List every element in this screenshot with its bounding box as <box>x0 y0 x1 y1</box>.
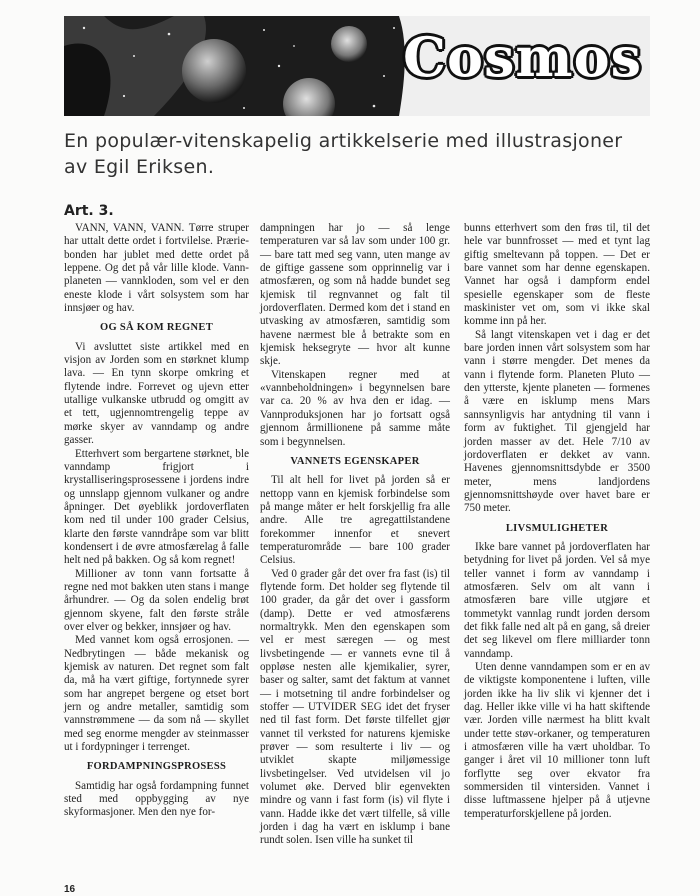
paragraph: VANN, VANN, VANN. Tørre struper har uttalt dette ordet i fortvilelse. Præriebonden har jublet med dette ordet på leppene. Og det på vår lille klode. Vann-planeten — vannkloden, som vel er den eneste klode i vårt solsystem som har innsjøer og hav. <box>64 222 249 315</box>
text-column-1 <box>64 222 249 820</box>
paragraph: Vitenskapen regner med at «vannbeholdningen» i begynnelsen bare var ca. 20 % av hva den er idag. — Vannproduksjonen har jo fortsatt også gjennom årmillionene på samme måte som i begynnelsen. <box>260 368 450 448</box>
section-heading: OG SÅ KOM REGNET <box>99 322 214 334</box>
paragraph: Ved 0 grader går det over fra fast (is) til flytende form. Det holder seg flytende til 100 grader, da går det over i gassform (damp). Dette er ved atmosfærens normaltrykk. Men den egenskapen som vel er mest særegen — og mest livsbetingende — er vannets evne til å oppløse nesten alle kjemikalier, syrer, baser og salter, samt det faktum at vannet — i motsetning til andre forbindelser og stoffer — UTVIDER SEG idet det fryser ned til fast form. Det første tilfellet gjør vannet til verksted for naturens kjemiske prøver — som resulterte i liv — og utviklet skapte miljømessige livsbetingelser. Ved utvidelsen vil jo volumet øke. Derved blir egenvekten mindre og vann i fast form (is) vil flyte i vann. Hadde ikke det vært tilfelle, så ville jorden i dag ha vært en isklump i bane rundt solen. Isen ville ha sunket til <box>260 567 450 847</box>
paragraph: Med vannet kom også errosjonen. — Nedbrytingen — både mekanisk og kjemisk av naturen. Det regnet som falt da, må ha vært giftige, fortynnede syrer som har angrepet bergene og etset bort jern og andre metaller, samtidig som vannstrømmene — da som nå — skyllet med seg enorme mengder av steinmasser ut i fordypninger i terrenget. <box>64 634 249 754</box>
article-number: Art. 3. <box>64 203 114 219</box>
paragraph: Etterhvert som bergartene størknet, ble vanndamp frigjort i krystalliseringsprosessene i jordens indre og unnslapp gjennom vulkaner og andre åpninger. Det øyeblikk jordoverflaten kom ned til under 100 grader Celsius, klarte den første vanndråpe som var blitt kondensert i de øvre atmosfærelag å falle helt ned på bakken. Og så kom regnet! <box>64 447 249 567</box>
paragraph: dampningen har jo — så lenge temperaturen var så lav som under 100 gr. — bare tatt med seg vann, uten mange av de giftige gassene som opprinnelig var i atmosfæren, og som nå hadde bundet seg kjemisk til regnvannet og falt til jordoverflaten. Dermed kom det i stand en utvasking av atmosfæren, samtidig som havene nærmest ble å betrakte som en kjemisk heksegryte — hvor alt kunne skje. <box>260 222 450 368</box>
planet-small <box>331 26 367 62</box>
series-subtitle: En populær-vitenskapelig artikkelserie med illustrasjoner av Egil Eriksen. <box>64 130 623 178</box>
paragraph: Så langt vitenskapen vet i dag er det bare jorden innen vårt solsystem som har vann i større mengder. Det menes da vann i flytende form. Planeten Pluto — den ytterste, kjente planeten — formenes å være en isklump mens Mars sannsynligvis har antydning til vann i form av fuktighet. Til gjengjeld har jorden masser av det. Hele 7/10 av jordoverflaten er dekket av vann. Havenes gjennomsnittsdybde er 3500 meter, mens landjordens gjennomsnittshøyde over havet bare er 750 meter. <box>464 328 650 515</box>
cosmos-banner <box>64 16 650 116</box>
section-heading: FORDAMPNINGSPROSESS <box>86 761 227 773</box>
paragraph: Millioner av tonn vann fortsatte å regne ned mot bakken uten stans i mange århundrer. — Og da solen endelig brøt gjennom skyene, falt den første stråle over elver og bekker, innsjøer og hav. <box>64 567 249 633</box>
text-column-2 <box>260 222 450 848</box>
section-heading: LIVSMULIGHETER <box>505 522 609 534</box>
section-heading: VANNETS EGENSKAPER <box>290 455 420 467</box>
paragraph: Samtidig har også fordampning funnet sted med oppbygging av nye skyformasjoner. Men den nye for- <box>64 779 249 819</box>
text-column-3 <box>464 222 650 821</box>
paragraph: Ikke bare vannet på jordoverflaten har betydning for livet på jorden. Vel så mye teller vannet i form av vanndamp i atmosfæren. Selv om alt vann i atmosfæren bare ville utgjøre et tommetykt vannlag rundt jorden dersom det fikk falle ned alt på en gang, så dreier det seg likevel om flere milliarder tonn vanndamp. <box>464 540 650 660</box>
paragraph: Uten denne vanndampen som er en av de viktigste komponentene i luften, ville jorden ikke ha liv slik vi kjenner det i dag. Heller ikke ville vi ha hatt skiftende vær. Jorden ville nærmest ha blitt kvalt under tette støv-orkaner, og temperaturen i atmosfæren ville ha vært uholdbar. To ganger i året vil 10 millioner tonn luft forflytte seg over ekvator fra sommersiden til vintersiden. Vannet i disse luftmassene hjelper på å utjevne temperaturforskjellene på jorden. <box>464 661 650 820</box>
paragraph: bunns etterhvert som den frøs til, til det hele var bunnfrosset — med et tynt lag giftig smeltevann på toppen. — Det er bare vannet som har denne egenskapen. Vannet har også i dampform endel spesielle egenskaper som de fleste maskinister vet om, som vi ikke skal komme inn på her. <box>464 222 650 328</box>
paragraph: Til alt hell for livet på jorden så er nettopp vann en kjemisk forbindelse som på mange måter er helt forskjellig fra alle andre. Alle tre agregattilstandene forekommer innenfor et snevert temperaturområde — bare 100 grader Celsius. <box>260 474 450 567</box>
banner-title: Cosmos <box>403 25 642 89</box>
paragraph: Vi avsluttet siste artikkel med en visjon av Jorden som en størknet klump lava. — En tynn skorpe omkring et flytende indre. Forrevet og ujevn etter utallige vulkanske utbrudd og omgitt av et tett, ugjennomtrengelig teppe av mørke skyer av vanndamp og andre gasser. <box>64 340 249 447</box>
planet-large <box>182 39 246 103</box>
page-number: 16 <box>64 884 76 895</box>
